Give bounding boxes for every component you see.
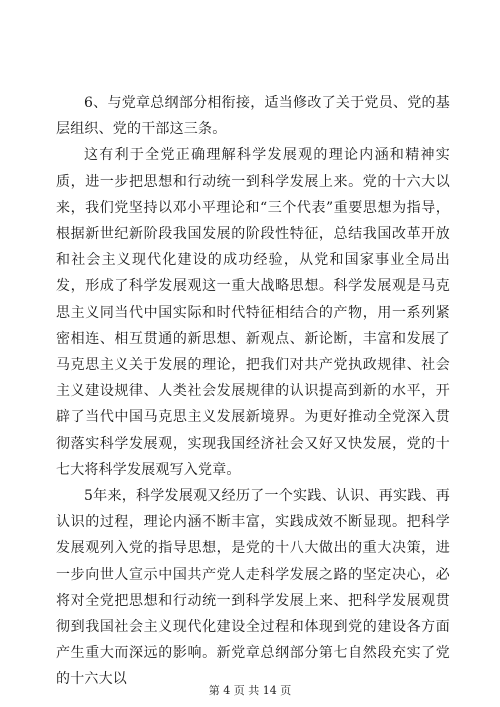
paragraph-article-6: 6、与党章总纲部分相衔接，适当修改了关于党员、党的基层组织、党的干部这三条。 (56, 95, 450, 138)
paragraph-five-years: 5年来，科学发展观又经历了一个实践、认识、再实践、再认识的过程，理论内涵不断丰富，实践成效不断显现。把科学发展观列入党的指导思想，是党的十八大做出的重大决策，进一步向世人宣示中国共产党人走科学发展之路的坚定决心，必将对全党把思想和行动统一到科学发展上来、把科学发展观贯彻到我国社会主义现代化建设全过程和体现到党的建设各方面产生重大而深远的影响。新党章总纲部分第七自然段充实了党的十六大以 (56, 488, 450, 688)
paragraph-scientific-outlook: 这有利于全党正确理解科学发展观的理论内涵和精神实质，进一步把思想和行动统一到科学发展上来。党的十六大以来，我们党坚持以邓小平理论和“三个代表”重要思想为指导，根据新世纪新阶段我国发展的阶段性特征，总结我国改革开放和社会主义现代化建设的成功经验，从党和国家事业全局出发，形成了科学发展观这一重大战略思想。科学发展观是马克思主义同当代中国实际和时代特征相结合的产物，用一系列紧密相连、相互贯通的新思想、新观点、新论断，丰富和发展了马克思主义关于发展的理论，把我们对共产党执政规律、社会主义建设规律、人类社会发展规律的认识提高到新的水平，开辟了当代中国马克思主义发展新境界。为更好推动全党深入贯彻落实科学发展观，实现我国经济社会又好又快发展，党的十七大将科学发展观写入党章。 (56, 147, 450, 478)
document-body (56, 90, 450, 693)
page-footer: 第 4 页 共 14 页 (208, 684, 292, 697)
